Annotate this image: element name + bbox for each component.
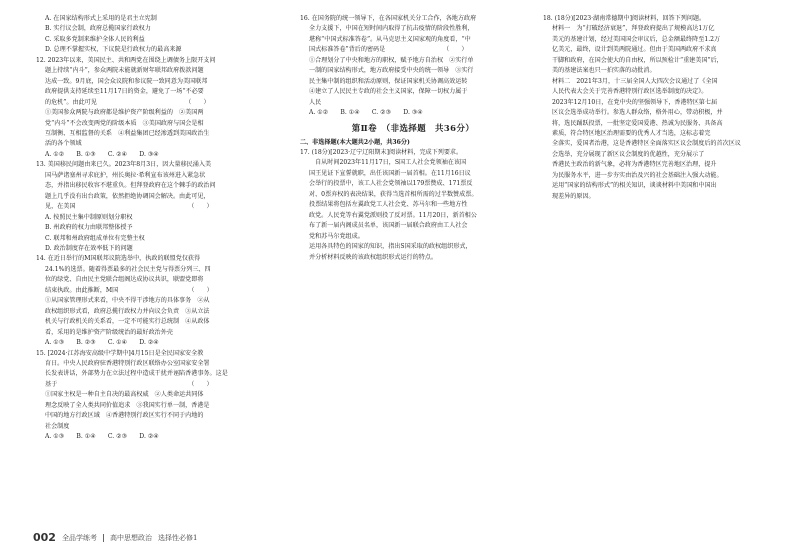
q1-line: ①从国家管理形式来看，中央不得干涉地方的具体事务 ②从 (45, 297, 210, 305)
q18-line: 现差异的原因。 (552, 192, 595, 200)
question-16 (300, 14, 526, 119)
q1-line: 活的各个领域 (45, 140, 82, 148)
q1-line: 政府提供支持延续至11月17日的资金，避免了一场“不必要 (45, 88, 204, 96)
q1-line: 基于 （ ） (45, 380, 213, 388)
q1-line: ①国家主权是一种自主自决的最高权威 ②人类命运共同体 (45, 391, 204, 399)
q18-line: 素质，符合特区地区治理需要的优秀人才当选，这标志着完 (552, 129, 711, 137)
q1-line: 看，采用的是维护资产阶级统治的最好政治外壳 (45, 328, 173, 336)
q17m-line: 政党。人民党等右翼党派则投了反对票。11月20日，新首相公 (309, 211, 477, 219)
subject-label: 高中思想政治 (109, 533, 152, 542)
q17m-line: 对、0票弃权的表决结果，获得当选首相所需的过半数赞成票。 (309, 190, 478, 198)
q16-line: 一制的国家结构形式，地方政府接受中央的统一领导 ③实行 (309, 67, 474, 75)
q1-line: 位的绿党、自由民主党联合组阁达成协议共识，联盟党即将 (45, 276, 204, 284)
section-2-title: 第Ⅱ卷 （非选择题 共36分） (351, 122, 475, 133)
q1-line: 互制衡、互相监督的关系 ④利益集团已经渗透到美国政治生 (45, 129, 210, 137)
column-middle (300, 14, 526, 263)
q1-line: ①美国参众两院与政府都是维护资产阶级利益的 ②美国两 (45, 109, 204, 117)
q1-line: 12. 2023年以来，美国民主、共和两党在围绕上调债务上限开支问 (36, 56, 216, 64)
q1-line: 态，并指出移民收容不堪重负。但拜登政府在这个棘手的政治问 (45, 182, 216, 190)
q1-line: 党“内斗”不会改变两党的阶级本质 ③美国政府与国会是相 (45, 119, 204, 127)
q1-line: 国马萨诸塞州寻求庇护，州长奥拉·希利宣布该州进入紧急状 (45, 171, 206, 179)
q17m-line: 国王见证下宣誓就职，出任该国新一届首相。在11月16日议 (309, 169, 471, 177)
q16-line: A. ①② B. ①④ C. ②③ D. ③④ (309, 109, 423, 117)
q1-line: 政权组织形式看，政府总揽行政权力并向议会负责 ③从立法 (45, 307, 210, 315)
q1-line: B. 实行议会制，政府总揽国家行政权力 (45, 25, 151, 33)
q1-line: 题上持续“内斗”，参众两院未能就新财年联邦政府拨款问题 (45, 67, 204, 75)
q16-line: 国式标准答卷”背后的密码是 （ ） (309, 46, 468, 54)
question-18-heading: 18. (18分)[2023·湖南常德期中]阅读材料，回答下列问题。 (543, 15, 706, 22)
q18-line: 美元的基建计划，经过美国国会审议后，总金额最终降至1.2万 (552, 35, 721, 43)
q16-line: 堪称“中国式标准答卷”。从马克思主义国家观的角度看，“中 (309, 35, 471, 43)
q18-line: 区议会选举成功举行。参选人群众络，格外用心，带动积极，并 (552, 109, 723, 117)
q1-line: A. ①③ B. ②③ C. ①④ D. ②④ (45, 339, 159, 347)
q1-line: 社会制度 (45, 422, 70, 430)
q17t-line: 运用各具特色的国家的知识，指出S国采取的政权组织形式， (309, 243, 472, 251)
page-number: 002 (33, 531, 56, 544)
q1-line: 中国的地方行政区域 ④香港特别行政区实行不同于内地的 (45, 412, 204, 420)
question-18-material (543, 24, 773, 202)
q1-line: A. 在国家结构形式上采用的是君主立宪制 (45, 15, 157, 22)
q1-line: C. 联邦和州政府组成单位有完整主权 (45, 234, 145, 242)
footer-divider (103, 534, 104, 542)
q17m-line: 党和苏马尔党组成。 (309, 232, 364, 240)
q18-line: 人民代表大会关于完善香港特别行政区选举制度的决定》。 (552, 88, 708, 96)
q1-line: 达成一致。9月底，国会众议院和参议院一致同意为美国联邦 (45, 77, 208, 85)
book-title: 全品学练考 (61, 533, 97, 542)
column-left (36, 14, 284, 443)
q1-line: B. 州政府的权力由联邦整体授予 (45, 224, 133, 232)
q1-line: 15. [2024·江苏海安高级中学期中]4月15日是全民国家安全教 (36, 349, 204, 357)
q16-line: 16. 在国务院的统一领导下，在各国家机关分工合作，各地方政府 (300, 15, 477, 22)
q17m-line: 自从时间2023年11月17日，S国工人社会党领袖在该国 (309, 159, 467, 167)
question-17-material (300, 158, 526, 242)
page-footer (33, 531, 197, 544)
q1-line: 结束执政。由此推断，M国 （ ） (45, 286, 213, 294)
q1-line: A. ①③ B. ①④ C. ②③ D. ②④ (45, 433, 159, 441)
q17m-line: 投票结果将包括左翼政党工人社会党、苏马尔和一些地方性 (309, 201, 468, 209)
q1-line: C. 采取多党制来维护全体人民的利益 (45, 35, 145, 43)
q18-line: 全落实，爱国者治港，这是香港特区全面落实区议会制度后的首次区议 (552, 140, 741, 148)
q16-line: ①合理划分了中央和地方的职权，赋予地方自治权 ②实行单 (309, 56, 474, 64)
q1-line: D. 政治制度存在效率低下的问题 (45, 244, 133, 252)
q1-line: 题上几乎没有出台政策，依然拒绝协调国会解决。由此可见， (45, 192, 210, 200)
q18-line: 亿美元，最终，设计到美两院通过。但由于美国两政府不求真 (552, 46, 717, 54)
section-2-subtitle: 二、非选择题(本大题共2小题，共36分) (300, 138, 410, 146)
q1-line: 育日。中央人民政府驻香港特别行政区联络办公室国家安全署 (45, 359, 210, 367)
q1-line: 的危机”。由此可见 （ ） (45, 98, 210, 106)
q18-line: 为民服务水平，进一步夯实由治及兴的社会基础注入强大动能。 (552, 171, 723, 179)
q1-line: A. 按照民主集中制原则划分职权 (45, 213, 133, 221)
q16-line: 人民 (309, 98, 322, 106)
q18-line: 香港民主政治的新气象，必将为香港特区完善地区治理，提升 (552, 161, 717, 169)
q1-line: 24.1%的选票。随着得票最多的社会民主党与得票分列三、四 (45, 265, 211, 273)
q1-line: 长发表讲话，外部势力在立法过程中造成干扰并诬陷香港事务。这是 (45, 370, 228, 378)
q18-line: 干脚和政府，在国会使大的自由权，所以预检计“重建美国”后， (552, 56, 723, 64)
q18-line: 运用“国家的结构形式”的相关知识，谈谈材料中美国和中国出 (552, 182, 717, 190)
q18-line: 材料一 为“打破经济衰退”，拜登政府提出了规模高达1万亿 (552, 25, 715, 33)
q1-line: 13. 美国移民问题由来已久。2023年8月3日，因大量移民涌入美 (36, 161, 212, 169)
q1-line: D. 总理不掌握实权，下议院是行政权力的最高来源 (45, 46, 182, 54)
q18-line: 2023年12月10日，在党中央的坚强领导下，香港特区第七届 (552, 98, 718, 106)
q16-line: 全力支援下，中国在短时间内取得了抗击疫情的阶段性胜利， (309, 25, 474, 33)
q1-line: 见，在美国 （ ） (45, 203, 213, 211)
q1-line: 14. 在近日举行的M国联邦议院选举中，执政的联盟党仅获得 (36, 255, 201, 263)
q17t-line: 并分析材料反映的该政权组织形式运行的特点。 (309, 253, 437, 261)
q16-line: ④建立了人民民主专政的社会主义国家，保障一切权力属于 (309, 88, 468, 96)
q17m-line: 会举行的投票中，该工人社会党领袖以179票赞成、171票反 (309, 180, 473, 188)
q18-line: 会选举，充分展现了新区议会制度的优越性，充分展示了 (552, 150, 705, 158)
q1-line: A. ①② B. ①③ C. ②④ D. ③④ (45, 150, 159, 158)
q16-line: 民主集中制的组织和活动原则，保证国家机关协调高效运转 (309, 77, 468, 85)
question-17-task (300, 242, 526, 263)
volume-label: 选择性必修1 (157, 533, 198, 542)
q18-line: 美的基建法案也只一拍实落的动批消。 (552, 67, 656, 75)
q1-line: 理念反映了全人类共同价值追求 ③我国实行单一制，香港是 (45, 401, 210, 409)
question-17-heading: 17. (18分)[2023·辽宁辽阳期末]阅读材料，完成下列要求。 (300, 148, 463, 156)
column-right (543, 14, 773, 202)
q18-line: 材料二 2021年3月，十三届全国人大四次会议通过了《全国 (552, 77, 718, 85)
q18-line: 将，选民踊跃投票，一批坚定爱国爱港、热诚为民服务、具备高 (552, 119, 723, 127)
q1-line: 机关与行政机关的关系看，一定不可能实行总统制 ④从政体 (45, 318, 210, 326)
q17m-line: 布了新一届内阁成员名单，该国新一届联合政府由工人社会 (309, 222, 468, 230)
